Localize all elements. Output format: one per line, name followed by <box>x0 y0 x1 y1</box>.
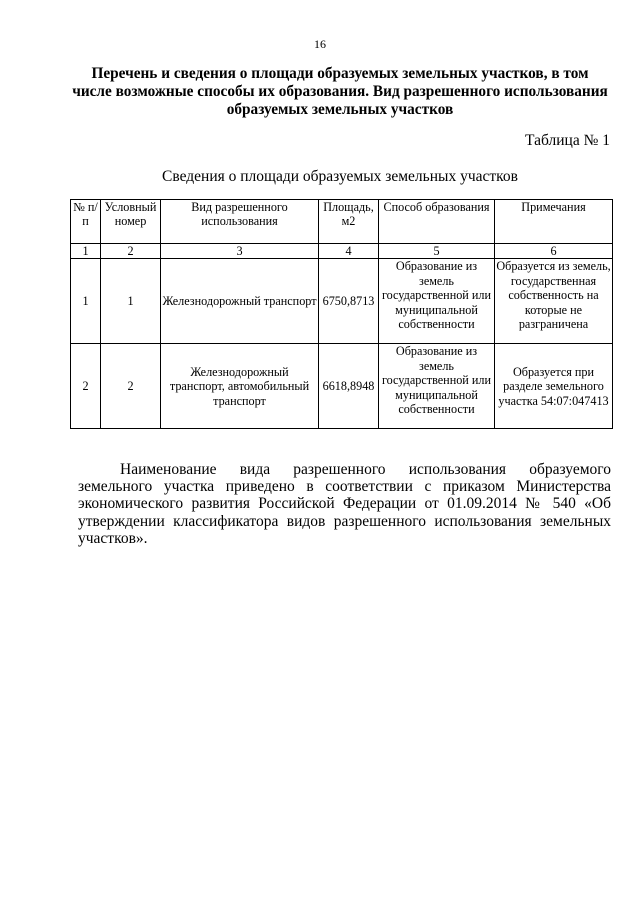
cell-method: Образование из земель государственной или муниципальной собственности <box>379 259 495 344</box>
table-row <box>71 344 613 429</box>
header-cell-method: Способ образования <box>379 200 495 244</box>
plots-table <box>70 199 613 429</box>
column-number-cell: 1 <box>71 244 101 259</box>
cell-cond-number: 1 <box>101 259 161 344</box>
cell-area: 6750,8713 <box>319 259 379 344</box>
cell-notes: Образуется из земель, государственная собственность на которые не разграничена <box>495 259 613 344</box>
column-number-cell: 5 <box>379 244 495 259</box>
table-row <box>71 259 613 344</box>
cell-number: 2 <box>71 344 101 429</box>
column-number-cell: 2 <box>101 244 161 259</box>
heading-line-3: образуемых земельных участков <box>226 101 454 118</box>
header-cell-use-type: Вид разрешенного использования <box>161 200 319 244</box>
cell-number: 1 <box>71 259 101 344</box>
document-heading <box>70 65 610 119</box>
heading-line-2: числе возможные способы их образования. Вид разрешенного использования <box>72 83 608 100</box>
header-cell-notes: Примечания <box>495 200 613 244</box>
note-paragraph: Наименование вида разрешенного использования образуемого земельного участка приведено в соответствии с приказом Министерства экономического развития Российской Федерации от 01.09.2014 № 540 «Об утверждении классификатора видов разрешенного использования земельных участков». <box>78 461 611 547</box>
header-cell-cond-number: Условный номер <box>101 200 161 244</box>
column-number-row <box>71 244 613 259</box>
table-caption: Сведения о площади образуемых земельных участков <box>162 168 518 185</box>
cell-use-type: Железнодорожный транспорт, автомобильный транспорт <box>161 344 319 429</box>
table-header-row <box>71 200 613 244</box>
cell-method: Образование из земель государственной или муниципальной собственности <box>379 344 495 429</box>
column-number-cell: 4 <box>319 244 379 259</box>
column-number-cell: 6 <box>495 244 613 259</box>
header-cell-number: № п/п <box>71 200 101 244</box>
header-cell-area: Площадь, м2 <box>319 200 379 244</box>
cell-area: 6618,8948 <box>319 344 379 429</box>
cell-cond-number: 2 <box>101 344 161 429</box>
page-number: 16 <box>314 37 326 51</box>
column-number-cell: 3 <box>161 244 319 259</box>
heading-line-1: Перечень и сведения о площади образуемых земельных участков, в том <box>91 65 589 82</box>
cell-notes: Образуется при разделе земельного участка 54:07:047413 <box>495 344 613 429</box>
table-label: Таблица № 1 <box>525 132 610 149</box>
cell-use-type: Железнодорожный транспорт <box>161 259 319 344</box>
